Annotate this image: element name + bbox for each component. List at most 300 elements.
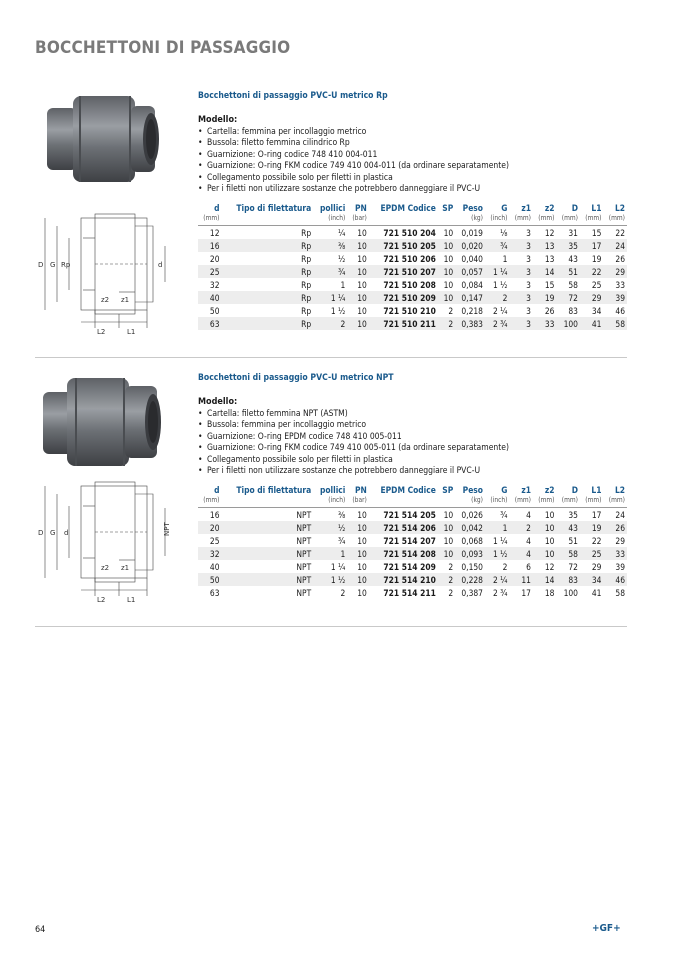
dim-label-L2: L2 [97, 328, 106, 335]
table-cell: 33 [603, 547, 627, 560]
table-cell: 0,383 [455, 317, 485, 330]
column-unit: (mm) [556, 213, 580, 226]
table-cell: 2 [438, 317, 455, 330]
table-cell: 0,084 [461, 279, 483, 290]
table-cell: ⅜ [338, 509, 346, 520]
table-cell: 2 [448, 305, 454, 316]
table-cell: 0,093 [455, 547, 485, 560]
section-subtitle: Bocchettoni di passaggio PVC-U metrico NPT [198, 373, 394, 383]
table-row [198, 265, 627, 278]
table-cell: 100 [556, 317, 580, 330]
table-cell: 0,218 [461, 305, 483, 316]
table-cell: 10 [533, 547, 557, 560]
table-cell: 29 [591, 561, 602, 572]
feature-item: • Collegamento possibile solo per filetti in plastica [198, 455, 627, 466]
table-cell: 58 [568, 279, 578, 290]
table-cell: 41 [580, 317, 604, 330]
table-cell: 33 [615, 279, 625, 290]
table-cell: 40 [209, 561, 220, 572]
feature-item: • Guarnizione: O-ring FKM codice 749 410 004-011 (da ordinare separatamente) [198, 161, 627, 172]
table-cell: 10 [533, 521, 557, 534]
column-header: Peso [462, 485, 483, 496]
column-header: D [571, 203, 578, 214]
table-cell: 6 [526, 561, 531, 572]
table-cell: 10 [357, 253, 367, 264]
table-cell: ½ [338, 253, 346, 264]
table-unit-row [198, 213, 627, 226]
table-cell: 72 [556, 291, 580, 304]
table-header-row [198, 485, 627, 495]
product-code: 721 514 210 [369, 573, 438, 586]
column-header: Tipo di filettatura [236, 485, 312, 496]
table-row [198, 252, 627, 265]
table-cell: 32 [209, 279, 220, 290]
table-cell: 0,068 [461, 535, 483, 546]
feature-item: • Guarnizione: O-ring FKM codice 749 410 005-011 (da ordinare separatamente) [198, 443, 627, 454]
table-cell: 10 [443, 227, 454, 238]
table-cell: 10 [357, 227, 367, 238]
table-cell: 51 [556, 265, 580, 278]
table-cell: Rp [222, 265, 314, 278]
column-unit [222, 213, 314, 226]
table-cell: NPT [296, 587, 312, 598]
feature-item: • Per i filetti non utilizzare sostanze che potrebbero danneggiare il PVC-U [198, 466, 627, 477]
feature-list [198, 127, 627, 195]
gf-logo: +GF+ [592, 923, 621, 934]
feature-item: • Collegamento possibile solo per filetti in plastica [198, 173, 627, 184]
dim-label-Rp: Rp [61, 261, 71, 269]
table-cell: 1 [485, 521, 509, 534]
table-cell: 10 [443, 279, 454, 290]
table-cell: 10 [357, 535, 367, 546]
section-divider [35, 626, 627, 627]
table-cell: Rp [301, 305, 312, 316]
column-header: L1 [591, 203, 602, 214]
column-header: D [571, 485, 578, 496]
content-rp [198, 88, 627, 330]
table-cell: 1 ½ [313, 573, 347, 586]
table-cell: 10 [443, 509, 454, 520]
table-cell: 22 [591, 535, 602, 546]
table-cell: ½ [313, 521, 347, 534]
table-cell: 10 [438, 547, 455, 560]
table-cell: 16 [209, 509, 220, 520]
dim-label-G: G [50, 529, 56, 537]
table-row [198, 278, 627, 291]
column-unit [369, 213, 438, 226]
table-cell: ⅜ [313, 239, 347, 252]
product-code: 721 510 209 [369, 291, 438, 304]
table-cell: 0,387 [461, 587, 483, 598]
table-cell: 10 [438, 291, 455, 304]
column-header: L1 [591, 485, 602, 496]
table-cell: 10 [347, 317, 369, 330]
table-cell: 19 [533, 291, 557, 304]
column-unit: (mm) [533, 213, 557, 226]
feature-item: • Guarnizione: O-ring EPDM codice 748 410 005-011 [198, 432, 627, 443]
table-cell: 26 [544, 305, 555, 316]
table-cell: 26 [615, 253, 625, 264]
table-cell: 2 [485, 291, 509, 304]
table-cell: 58 [556, 547, 580, 560]
dim-label-G: G [50, 261, 56, 269]
dim-label-L1: L1 [127, 596, 136, 603]
table-cell: 51 [568, 535, 578, 546]
table-cell: ¾ [313, 265, 347, 278]
column-unit: (bar) [347, 495, 369, 508]
dim-label-d: d [158, 261, 163, 269]
table-cell: 41 [591, 587, 602, 598]
table-cell: 40 [198, 291, 222, 304]
spec-table-npt [198, 485, 627, 599]
table-cell: 39 [615, 561, 625, 572]
feature-item: • Cartella: femmina per incollaggio metrico [198, 127, 627, 138]
table-cell: 1 ¼ [330, 561, 346, 572]
column-unit [438, 495, 455, 508]
table-cell: Rp [222, 291, 314, 304]
section-divider [35, 357, 627, 358]
table-cell: 4 [526, 535, 531, 546]
table-cell: ¼ [338, 227, 346, 238]
column-unit: (kg) [455, 213, 485, 226]
spec-table-rp [198, 203, 627, 330]
table-cell: 58 [603, 317, 627, 330]
table-row [198, 239, 627, 252]
table-cell: 50 [209, 305, 220, 316]
technical-drawing-rp [35, 210, 175, 335]
table-cell: 43 [568, 253, 578, 264]
table-cell: 0,020 [455, 239, 485, 252]
dim-label-L1: L1 [127, 328, 136, 335]
column-header: EPDM Codice [380, 485, 436, 496]
table-cell: 10 [544, 535, 555, 546]
column-header: EPDM Codice [380, 203, 436, 214]
table-cell: 43 [556, 521, 580, 534]
dim-label-L2: L2 [97, 596, 106, 603]
table-cell: 24 [615, 509, 625, 520]
table-row [198, 317, 627, 330]
table-cell: 63 [209, 587, 220, 598]
table-cell: 20 [209, 253, 220, 264]
table-cell: 63 [198, 317, 222, 330]
table-cell: 10 [544, 509, 555, 520]
feature-item: • Guarnizione: O-ring codice 748 410 004-011 [198, 150, 627, 161]
table-cell: 46 [603, 573, 627, 586]
table-cell: 35 [568, 509, 578, 520]
section-rp [35, 88, 627, 356]
table-cell: 17 [580, 239, 604, 252]
table-unit-row [198, 495, 627, 508]
table-cell: 1 ½ [330, 305, 346, 316]
feature-item: • Per i filetti non utilizzare sostanze che potrebbero danneggiare il PVC-U [198, 184, 627, 195]
table-cell: 83 [556, 573, 580, 586]
table-cell: 10 [357, 561, 367, 572]
table-cell: 3 [509, 317, 533, 330]
table-cell: 50 [198, 573, 222, 586]
dim-label-npt: NPT [163, 522, 171, 536]
table-cell: Rp [301, 253, 312, 264]
column-header: G [501, 203, 508, 214]
table-cell: ¾ [485, 239, 509, 252]
column-header: PN [355, 485, 367, 496]
column-header: d [214, 203, 220, 214]
product-code: 721 510 210 [383, 305, 436, 316]
table-cell: 10 [438, 265, 455, 278]
column-unit: (mm) [198, 495, 222, 508]
table-cell: 3 [526, 279, 531, 290]
table-cell: 29 [580, 291, 604, 304]
table-cell: 14 [533, 265, 557, 278]
column-unit: (mm) [580, 213, 604, 226]
table-row [198, 521, 627, 534]
table-cell: 1 [313, 547, 347, 560]
table-cell: 11 [509, 573, 533, 586]
table-row [198, 573, 627, 586]
column-header: Tipo di filettatura [236, 203, 312, 214]
table-cell: 22 [580, 265, 604, 278]
table-cell: 58 [615, 587, 625, 598]
table-cell: 2 ¾ [485, 317, 509, 330]
column-header: z1 [521, 203, 531, 214]
table-cell: 0,040 [461, 253, 483, 264]
column-header: z2 [544, 203, 555, 214]
product-code: 721 510 206 [383, 253, 436, 264]
table-cell: 83 [568, 305, 578, 316]
table-row [198, 304, 627, 317]
table-cell: NPT [296, 535, 312, 546]
table-cell: 2 ¾ [492, 587, 508, 598]
dim-label-D: D [38, 529, 44, 537]
table-cell: 24 [603, 239, 627, 252]
table-cell: 2 [438, 573, 455, 586]
table-cell: 39 [603, 291, 627, 304]
table-cell: 34 [591, 305, 602, 316]
table-cell: 2 [502, 561, 508, 572]
table-cell: 4 [509, 547, 533, 560]
product-code: 721 514 211 [383, 587, 436, 598]
table-cell: 10 [443, 253, 454, 264]
table-cell: 22 [615, 227, 625, 238]
table-cell: Rp [301, 279, 312, 290]
table-cell: 10 [347, 573, 369, 586]
model-heading: Modello: [198, 397, 238, 407]
table-cell: 10 [357, 279, 367, 290]
table-cell: 12 [544, 561, 555, 572]
dim-label-z1: z1 [121, 296, 130, 304]
table-cell: 1 ½ [492, 279, 508, 290]
table-cell: 15 [591, 227, 602, 238]
column-unit: (inch) [485, 495, 509, 508]
table-cell: 2 [448, 587, 454, 598]
table-cell: 0,026 [461, 509, 483, 520]
column-unit: (mm) [603, 495, 627, 508]
table-cell: 1 [340, 279, 346, 290]
table-row [198, 586, 627, 599]
table-cell: 46 [615, 305, 625, 316]
product-photo-npt [35, 370, 165, 470]
product-code: 721 514 205 [383, 509, 436, 520]
table-cell: 10 [357, 509, 367, 520]
table-cell: 10 [347, 547, 369, 560]
table-cell: 2 ¼ [485, 573, 509, 586]
table-cell: NPT [296, 509, 312, 520]
table-cell: 3 [526, 305, 531, 316]
column-unit: (inch) [313, 213, 347, 226]
table-cell: 10 [347, 291, 369, 304]
product-code: 721 510 208 [383, 279, 436, 290]
table-cell: 1 ¼ [492, 535, 508, 546]
table-cell: 2 [340, 587, 346, 598]
product-code: 721 510 205 [369, 239, 438, 252]
table-cell: 3 [509, 239, 533, 252]
table-row [198, 508, 627, 522]
table-cell: 2 ¼ [492, 305, 508, 316]
page-number: 64 [35, 925, 46, 935]
table-cell: 16 [198, 239, 222, 252]
table-row [198, 226, 627, 240]
table-cell: NPT [296, 561, 312, 572]
column-header: z1 [521, 485, 531, 496]
product-code: 721 510 207 [369, 265, 438, 278]
page-title: BOCCHETTONI DI PASSAGGIO [35, 38, 291, 58]
column-header: d [214, 485, 220, 496]
column-header: L2 [614, 203, 625, 214]
table-cell: 13 [533, 239, 557, 252]
dim-label-z2: z2 [101, 296, 110, 304]
table-cell: ⅛ [500, 227, 508, 238]
table-cell: 2 [448, 561, 454, 572]
table-cell: 4 [526, 509, 531, 520]
table-cell: 19 [580, 521, 604, 534]
table-cell: 29 [603, 265, 627, 278]
table-cell: 25 [580, 547, 604, 560]
table-cell: 1 [502, 253, 508, 264]
product-photo-rp [35, 88, 165, 188]
product-code: 721 514 207 [383, 535, 436, 546]
dim-label-z2: z2 [101, 564, 110, 572]
feature-item: • Bussola: femmina per incollaggio metrico [198, 420, 627, 431]
table-row [198, 560, 627, 573]
column-header: L2 [614, 485, 625, 496]
table-cell: 10 [438, 239, 455, 252]
table-row [198, 291, 627, 304]
column-unit [438, 213, 455, 226]
table-cell: 33 [533, 317, 557, 330]
table-cell: 100 [563, 587, 578, 598]
table-cell: 18 [544, 587, 555, 598]
table-cell: 3 [509, 291, 533, 304]
table-cell: 31 [568, 227, 578, 238]
table-cell: 1 ½ [485, 547, 509, 560]
column-header: pollici [319, 485, 346, 496]
table-cell: 26 [603, 521, 627, 534]
table-cell: 1 ¼ [485, 265, 509, 278]
table-cell: ¾ [338, 535, 346, 546]
column-unit: (mm) [556, 495, 580, 508]
section-subtitle: Bocchettoni di passaggio PVC-U metrico Rp [198, 91, 388, 101]
feature-item: • Cartella: filetto femmina NPT (ASTM) [198, 409, 627, 420]
table-cell: 32 [198, 547, 222, 560]
table-cell: 35 [556, 239, 580, 252]
dim-label-D: D [38, 261, 44, 269]
feature-list [198, 409, 627, 477]
table-cell: NPT [222, 521, 314, 534]
table-cell: 10 [347, 239, 369, 252]
table-cell: 0,228 [455, 573, 485, 586]
table-cell: 0,042 [455, 521, 485, 534]
table-row [198, 534, 627, 547]
table-cell: 29 [615, 535, 625, 546]
table-cell: 1 ¼ [313, 291, 347, 304]
table-cell: 34 [580, 573, 604, 586]
column-header: G [501, 485, 508, 496]
column-unit [222, 495, 314, 508]
table-cell: Rp [222, 317, 314, 330]
table-cell: 12 [209, 227, 220, 238]
column-unit: (mm) [580, 495, 604, 508]
table-cell: 12 [544, 227, 555, 238]
column-unit [369, 495, 438, 508]
column-unit: (mm) [509, 495, 533, 508]
table-cell: 19 [591, 253, 602, 264]
feature-item: • Bussola: filetto femmina cilindrico Rp [198, 138, 627, 149]
table-cell: 10 [357, 587, 367, 598]
product-code: 721 514 209 [383, 561, 436, 572]
dim-label-z1: z1 [121, 564, 130, 572]
table-cell: 2 [509, 521, 533, 534]
table-cell: 25 [198, 265, 222, 278]
table-cell: 10 [443, 535, 454, 546]
table-header-row [198, 203, 627, 213]
column-header: PN [355, 203, 367, 214]
column-unit: (inch) [485, 213, 509, 226]
table-cell: 17 [521, 587, 531, 598]
column-unit: (bar) [347, 213, 369, 226]
column-unit: (kg) [455, 495, 485, 508]
table-cell: 3 [526, 253, 531, 264]
column-header: z2 [544, 485, 555, 496]
column-unit: (inch) [313, 495, 347, 508]
column-header: Peso [462, 203, 483, 214]
product-code: 721 514 208 [369, 547, 438, 560]
model-heading: Modello: [198, 115, 238, 125]
dim-label-d: d [64, 529, 69, 537]
table-cell: 14 [533, 573, 557, 586]
table-cell: 3 [509, 265, 533, 278]
table-cell: 72 [568, 561, 578, 572]
section-npt [35, 370, 627, 624]
product-code: 721 514 206 [369, 521, 438, 534]
table-cell: 10 [438, 521, 455, 534]
column-header: pollici [319, 203, 346, 214]
table-cell: 0,057 [455, 265, 485, 278]
column-header: SP [442, 203, 454, 214]
table-cell: 20 [198, 521, 222, 534]
table-cell: 13 [544, 253, 555, 264]
product-code: 721 510 204 [383, 227, 436, 238]
column-unit: (mm) [509, 213, 533, 226]
technical-drawing-npt [35, 478, 175, 603]
table-cell: 2 [313, 317, 347, 330]
table-cell: 15 [544, 279, 555, 290]
table-cell: NPT [222, 547, 314, 560]
content-npt [198, 370, 627, 599]
table-cell: 25 [209, 535, 220, 546]
table-cell: 10 [347, 265, 369, 278]
table-cell: 3 [526, 227, 531, 238]
table-cell: 0,147 [455, 291, 485, 304]
table-cell: 17 [591, 509, 602, 520]
